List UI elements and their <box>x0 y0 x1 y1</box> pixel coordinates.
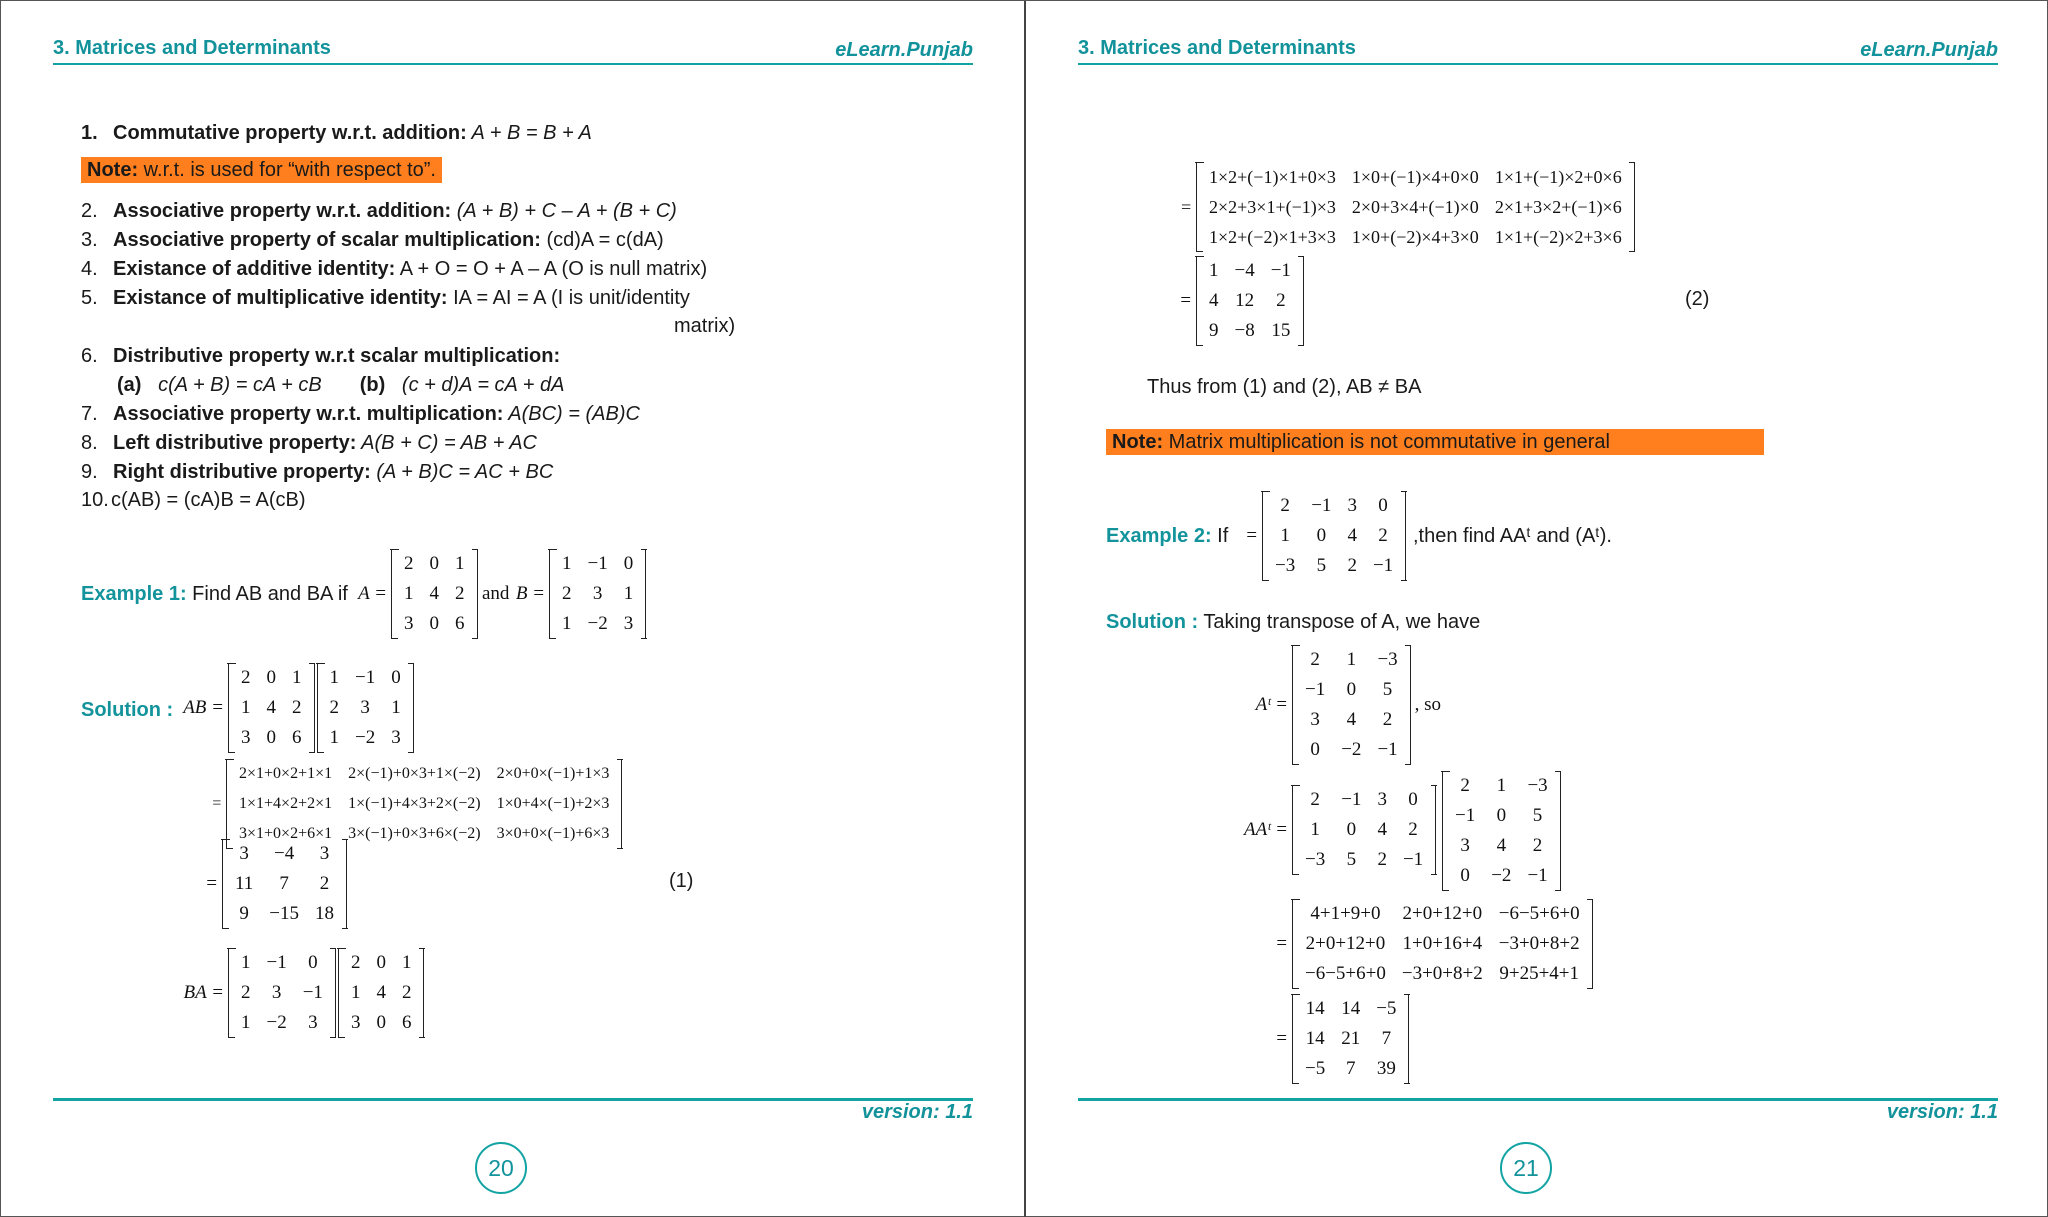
matrix-row <box>396 579 473 609</box>
conclusion-text: Thus from (1) and (2), AB ≠ BA <box>1147 376 1422 398</box>
matrix-row <box>227 839 342 869</box>
matrix-entry: −1 <box>1305 679 1326 700</box>
page-20 <box>1 1 1024 1217</box>
aat-expansion: = 4+1+9+0 2+0+12+0 −6−5+6+0 2+0+12+0 1+0+16+4 −3+0+8+2 −6−5+6+0 −3+0+8+2 9+25+4+1 <box>1292 899 1593 989</box>
matrix-entry: 1 <box>562 553 572 574</box>
matrix-entry: 1 <box>241 952 251 973</box>
matrix-entry: 2+0+12+0 <box>1402 903 1483 924</box>
matrix-entry: 2 <box>562 583 572 604</box>
matrix-entry: 3×0+0×(−1)+6×3 <box>496 825 610 842</box>
matrix-entry: −1 <box>1455 805 1476 826</box>
example-2-text: Example 2: If <box>1106 525 1229 547</box>
matrix-entry: 9 <box>1209 320 1219 341</box>
matrix-row <box>1267 491 1401 521</box>
matrix-entry: 3 <box>241 727 251 748</box>
matrix-entry: 5 <box>1532 805 1543 826</box>
matrix-entry: 0 <box>266 727 276 748</box>
example-1-text: Example 1: Find AB and BA if <box>81 583 348 605</box>
matrix-entry: 2×(−1)+0×3+1×(−2) <box>348 765 481 782</box>
matrix-entry: 2 <box>1408 819 1418 840</box>
matrix-entry: 3 <box>623 613 634 634</box>
matrix-entry: 1+0+16+4 <box>1402 933 1483 954</box>
matrix-entry: −5 <box>1376 998 1397 1019</box>
matrix-entry: −3 <box>1377 649 1398 670</box>
version-label: version: 1.1 <box>1886 1101 1998 1123</box>
page-header <box>53 37 973 65</box>
matrix-entry: 3 <box>1460 835 1470 856</box>
matrix-row <box>1267 551 1401 581</box>
matrix-entry: 1 <box>1310 819 1320 840</box>
page-header <box>1078 37 1998 65</box>
matrix-entry: 2 <box>1378 525 1388 546</box>
matrix-entry: −1 <box>1270 260 1291 281</box>
matrix-entry: −1 <box>302 982 323 1003</box>
matrix-a-4col: = 2 −1 3 0 1 0 4 2 −3 5 2 −1 <box>1262 491 1406 581</box>
matrix-entry: 6 <box>401 1012 412 1033</box>
matrix-row <box>396 609 473 639</box>
matrix-entry: 3 <box>1377 789 1387 810</box>
matrix-entry: −3 <box>1305 849 1326 870</box>
matrix-entry: 4 <box>429 583 439 604</box>
matrix-entry: 2 <box>241 982 251 1003</box>
matrix-entry: 3×1+0×2+6×1 <box>239 825 333 842</box>
list-item: 10. c(AB) = (cA)B = A(cB) <box>81 489 306 511</box>
matrix-entry: 1 <box>391 697 401 718</box>
aat-product: AAᵗ = 2 −1 3 0 1 0 4 2 −3 5 2 −1 <box>1292 785 1436 875</box>
matrix-entry: 2 <box>404 553 414 574</box>
matrix-entry: 18 <box>315 903 335 924</box>
matrix-entry: 9+25+4+1 <box>1499 963 1580 984</box>
matrix-row <box>1297 845 1431 875</box>
matrix-entry: 4 <box>1209 290 1219 311</box>
matrix-row <box>1447 801 1556 831</box>
matrix-entry: 0 <box>391 667 401 688</box>
matrix-entry: 14 <box>1341 998 1361 1019</box>
matrix-row <box>343 1008 420 1038</box>
matrix-row <box>227 899 342 929</box>
matrix-entry: 3 <box>319 843 330 864</box>
matrix-entry: 21 <box>1341 1028 1361 1049</box>
matrix-entry: 1 <box>1280 525 1290 546</box>
matrix-entry: −1 <box>1311 495 1332 516</box>
note-box <box>81 157 442 183</box>
matrix-entry: −3 <box>1275 555 1296 576</box>
matrix-entry: 7 <box>279 873 289 894</box>
matrix-entry: 1×2+(−1)×1+0×3 <box>1209 167 1336 187</box>
matrix-entry: −6−5+6+0 <box>1498 903 1580 924</box>
matrix-entry: 4 <box>1347 525 1357 546</box>
matrix-row <box>1201 256 1299 286</box>
matrix-entry: 3×(−1)+0×3+6×(−2) <box>348 825 481 842</box>
solution-text: Solution : Taking transpose of A, we have <box>1106 611 1481 633</box>
matrix-row <box>231 789 617 819</box>
matrix-entry: 0 <box>1408 789 1418 810</box>
matrix-table <box>1297 899 1588 989</box>
matrix-entry: 2 <box>1382 709 1393 730</box>
matrix-entry: −15 <box>269 903 300 924</box>
matrix-entry: 2 <box>1280 495 1290 516</box>
matrix-table <box>396 549 473 639</box>
list-item: 5. Existance of multiplicative identity: IA = AI = A (I is unit/identity <box>81 287 690 309</box>
matrix-row <box>1297 1054 1404 1084</box>
matrix-entry: 3 <box>592 583 603 604</box>
matrix-row <box>343 948 420 978</box>
note-text: w.r.t. is used for “with respect to”. <box>138 159 436 181</box>
matrix-row <box>1297 705 1406 735</box>
matrix-entry: −1 <box>355 667 376 688</box>
matrix-entry: −2 <box>1491 865 1512 886</box>
matrix-entry: 0 <box>1346 819 1357 840</box>
matrix-row <box>233 1008 331 1038</box>
matrix-entry: 1 <box>1346 649 1357 670</box>
matrix-entry: −3 <box>1527 775 1548 796</box>
matrix-entry: 2 <box>319 873 330 894</box>
chapter-title: 3. Matrices and Determinants <box>1078 37 1356 59</box>
matrix-entry: 2×2+3×1+(−1)×3 <box>1209 197 1336 217</box>
matrix-row <box>1297 959 1588 989</box>
matrix-entry: 3 <box>391 727 401 748</box>
matrix-entry: −2 <box>266 1012 287 1033</box>
matrix-entry: 4+1+9+0 <box>1310 903 1381 924</box>
matrix-row <box>554 579 641 609</box>
matrix-row <box>322 723 409 753</box>
solution-label: Solution : <box>81 699 174 721</box>
matrix-entry: 4 <box>1496 835 1507 856</box>
matrix-entry: −1 <box>1527 865 1548 886</box>
matrix-entry: 2×0+0×(−1)+1×3 <box>496 765 610 782</box>
matrix-entry: 1×1+4×2+2×1 <box>239 795 333 812</box>
note-label: Note: <box>87 159 139 181</box>
matrix-entry: −1 <box>1402 849 1424 870</box>
matrix-entry: 12 <box>1235 290 1255 311</box>
matrix-entry: 2 <box>1377 849 1387 870</box>
matrix-entry: 1 <box>404 583 414 604</box>
matrix-entry: 1 <box>292 667 302 688</box>
matrix-entry: 2 <box>1460 775 1470 796</box>
matrix-entry: 0 <box>623 553 634 574</box>
matrix-table <box>1447 771 1556 891</box>
matrix-entry: 3 <box>239 843 249 864</box>
matrix-table <box>1297 785 1431 875</box>
page-number: 21 <box>1500 1142 1552 1194</box>
matrix-table <box>227 839 342 929</box>
matrix-entry: 1 <box>329 667 339 688</box>
matrix-entry: 2 <box>1276 290 1286 311</box>
a-transpose: Aᵗ = 2 1 −3 −1 0 5 3 4 2 0 −2 −1 , so <box>1292 645 1411 765</box>
matrix-entry: −6−5+6+0 <box>1305 963 1386 984</box>
matrix-entry: 4 <box>266 697 276 718</box>
list-item: 1. Commutative property w.r.t. addition: A + B = B + A <box>81 122 592 144</box>
matrix-row <box>233 948 331 978</box>
list-item-continuation: matrix) <box>674 315 736 337</box>
matrix-entry: 39 <box>1376 1058 1396 1079</box>
brand-name: eLearn.Punjab <box>835 39 973 61</box>
matrix-table <box>1201 162 1630 252</box>
matrix-row <box>233 693 310 723</box>
matrix-row <box>1201 286 1299 316</box>
matrix-row <box>1297 899 1588 929</box>
matrix-table <box>233 948 331 1038</box>
matrix-table <box>322 663 409 753</box>
matrix-entry: 3 <box>1347 495 1357 516</box>
matrix-entry: 0 <box>1378 495 1388 516</box>
ab-product: AB = 2 0 1 1 4 2 3 0 6 1 −1 0 2 3 1 1 −2 3 <box>228 663 414 753</box>
version-label: version: 1.1 <box>861 1101 973 1123</box>
matrix-row <box>1447 831 1556 861</box>
matrix-row <box>1297 735 1406 765</box>
matrix-table <box>231 759 617 849</box>
matrix-entry: 2 <box>1310 789 1320 810</box>
matrix-row <box>233 978 331 1008</box>
list-item: 6. Distributive property w.r.t scalar multiplication: <box>81 345 561 367</box>
matrix-entry: 2 <box>292 697 302 718</box>
matrix-row <box>1201 192 1630 222</box>
matrix-row <box>1297 929 1588 959</box>
brand-name: eLearn.Punjab <box>1860 39 1998 61</box>
note-box <box>1106 429 1764 455</box>
list-item: 3. Associative property of scalar multiplication: (cd)A = c(dA) <box>81 229 664 251</box>
matrix-entry: 0 <box>1460 865 1470 886</box>
matrix-entry: 1×1+(−1)×2+0×6 <box>1494 167 1622 187</box>
matrix-entry: 1×0+(−2)×4+3×0 <box>1351 227 1479 247</box>
matrix-entry: 2+0+12+0 <box>1305 933 1386 954</box>
matrix-row <box>233 663 310 693</box>
matrix-entry: −4 <box>1234 260 1255 281</box>
list-item: 8. Left distributive property: A(B + C) = AB + AC <box>81 432 537 454</box>
matrix-entry: 0 <box>376 952 386 973</box>
list-subitems: (a) c(A + B) = cA + cB (b) (c + d)A = cA + dA <box>117 374 565 396</box>
matrix-entry: 0 <box>1310 739 1320 760</box>
matrix-row <box>396 549 473 579</box>
matrix-entry: 5 <box>1382 679 1393 700</box>
matrix-row <box>1447 771 1556 801</box>
matrix-entry: 1 <box>562 613 572 634</box>
matrix-entry: 11 <box>235 873 254 894</box>
list-item: 9. Right distributive property: (A + B)C = AC + BC <box>81 461 554 483</box>
matrix-entry: 1 <box>401 952 412 973</box>
matrix-entry: 7 <box>1381 1028 1392 1049</box>
matrix-entry: 1×(−1)+4×3+2×(−2) <box>348 795 481 812</box>
matrix-entry: −2 <box>1341 739 1362 760</box>
matrix-entry: −8 <box>1234 320 1255 341</box>
matrix-entry: 2×1+0×2+1×1 <box>239 765 333 782</box>
matrix-entry: 1 <box>329 727 339 748</box>
matrix-row <box>1267 521 1401 551</box>
ab-expansion: = 2×1+0×2+1×1 2×(−1)+0×3+1×(−2) 2×0+0×(−1)+1×3 1×1+4×2+2×1 1×(−1)+4×3+2×(−2) 1×0+4×(−1)+2×3 3×1+0×2+6×1 3×(−1)+0×3+6×(−2) 3×0+0×(−1)+6×3 <box>226 759 622 849</box>
equation-number-1: (1) <box>669 870 694 892</box>
matrix-entry: 1×0+4×(−1)+2×3 <box>496 795 610 812</box>
matrix-entry: 7 <box>1345 1058 1356 1079</box>
matrix-entry: −1 <box>587 553 608 574</box>
matrix-entry: 14 <box>1305 998 1325 1019</box>
matrix-entry: 1 <box>350 982 361 1003</box>
matrix-row <box>1201 162 1630 192</box>
page-21 <box>1026 1 2048 1217</box>
list-item: 7. Associative property w.r.t. multiplication: A(BC) = (AB)C <box>81 403 640 425</box>
list-item: 4. Existance of additive identity: A + O = O + A – A (O is null matrix) <box>81 258 708 280</box>
matrix-row <box>227 869 342 899</box>
matrix-row <box>1297 785 1431 815</box>
matrix-entry: 1 <box>455 553 465 574</box>
matrix-table <box>343 948 420 1038</box>
matrix-entry: 2×1+3×2+(−1)×6 <box>1494 197 1622 217</box>
matrix-row <box>1297 675 1406 705</box>
matrix-entry: 3 <box>1310 709 1320 730</box>
matrix-entry: 1 <box>1496 775 1507 796</box>
matrix-table <box>1267 491 1401 581</box>
matrix-entry: 5 <box>1346 849 1357 870</box>
matrix-entry: 2 <box>1532 835 1543 856</box>
and-text: and <box>482 583 510 604</box>
matrix-row <box>1297 815 1431 845</box>
matrix-entry: −1 <box>266 952 287 973</box>
matrix-entry: −1 <box>1377 739 1398 760</box>
matrix-row <box>1201 316 1299 346</box>
matrix-entry: 0 <box>1316 525 1327 546</box>
matrix-entry: 2 <box>1347 555 1357 576</box>
matrix-row <box>343 978 420 1008</box>
matrix-entry: 0 <box>266 667 276 688</box>
ba-product: BA = 1 −1 0 2 3 −1 1 −2 3 2 0 1 1 4 2 3 0 6 <box>228 948 424 1038</box>
matrix-row <box>554 609 641 639</box>
matrix-row <box>1297 645 1406 675</box>
matrix-entry: 15 <box>1271 320 1291 341</box>
matrix-row <box>322 693 409 723</box>
matrix-row <box>1297 994 1404 1024</box>
matrix-entry: 4 <box>1346 709 1357 730</box>
matrix-entry: 6 <box>455 613 465 634</box>
matrix-entry: 4 <box>376 982 386 1003</box>
matrix-row <box>554 549 641 579</box>
matrix-table <box>1297 645 1406 765</box>
matrix-entry: 0 <box>1496 805 1507 826</box>
chapter-title: 3. Matrices and Determinants <box>53 37 331 59</box>
ab-result: = 3 −4 3 11 7 2 9 −15 18 <box>222 839 347 929</box>
matrix-entry: 6 <box>292 727 302 748</box>
matrix-entry: 2 <box>401 982 412 1003</box>
matrix-entry: −1 <box>1341 789 1362 810</box>
matrix-entry: −3+0+8+2 <box>1401 963 1483 984</box>
matrix-entry: 0 <box>308 952 318 973</box>
page-number: 20 <box>475 1142 527 1194</box>
matrix-entry: 2 <box>350 952 361 973</box>
matrix-entry: 1 <box>241 1012 251 1033</box>
matrix-row <box>231 759 617 789</box>
matrix-entry: −3+0+8+2 <box>1498 933 1580 954</box>
matrix-table <box>554 549 641 639</box>
matrix-entry: −4 <box>274 843 295 864</box>
note-text: Matrix multiplication is not commutative in general <box>1163 431 1610 453</box>
matrix-entry: 0 <box>429 613 439 634</box>
matrix-row <box>322 663 409 693</box>
matrix-table <box>1201 256 1299 346</box>
matrix-entry: 5 <box>1316 555 1327 576</box>
matrix-entry: 3 <box>350 1012 361 1033</box>
matrix-row <box>1201 222 1630 252</box>
matrix-row <box>1297 1024 1404 1054</box>
matrix-entry: −2 <box>587 613 608 634</box>
matrix-entry: 1×2+(−2)×1+3×3 <box>1209 227 1336 247</box>
matrix-row <box>233 723 310 753</box>
matrix-entry: 9 <box>239 903 249 924</box>
matrix-entry: 1×0+(−1)×4+0×0 <box>1351 167 1479 187</box>
matrix-entry: 3 <box>404 613 414 634</box>
ba-expansion: = 1×2+(−1)×1+0×3 1×0+(−1)×4+0×0 1×1+(−1)×2+0×6 2×2+3×1+(−1)×3 2×0+3×4+(−1)×0 2×1+3×2+(−1)×6 1×2+(−2)×1+3×3 1×0+(−2)×4+3×0 1×1+(−2)×2+3×6 <box>1196 162 1635 252</box>
matrix-entry: 0 <box>429 553 439 574</box>
list-item: 2. Associative property w.r.t. addition: (A + B) + C – A + (B + C) <box>81 200 677 222</box>
matrix-b: B = 1 −1 0 2 3 1 1 −2 3 <box>549 549 646 639</box>
matrix-table <box>1297 994 1404 1084</box>
matrix-entry: 0 <box>376 1012 386 1033</box>
matrix-entry: 1 <box>623 583 634 604</box>
matrix-entry: 0 <box>1346 679 1357 700</box>
matrix-entry: 3 <box>308 1012 318 1033</box>
matrix-entry: 3 <box>360 697 370 718</box>
matrix-entry: −2 <box>355 727 376 748</box>
matrix-entry: 14 <box>1305 1028 1325 1049</box>
equation-number-2: (2) <box>1685 288 1710 310</box>
matrix-entry: 2 <box>241 667 251 688</box>
matrix-entry: 1×1+(−2)×2+3×6 <box>1494 227 1622 247</box>
matrix-entry: 2 <box>455 583 465 604</box>
matrix-entry: −5 <box>1305 1058 1326 1079</box>
matrix-entry: 1 <box>1209 260 1219 281</box>
a-transpose-factor <box>1442 771 1561 891</box>
matrix-entry: 2 <box>1310 649 1320 670</box>
footer-rule <box>53 1098 973 1101</box>
note-label: Note: <box>1112 431 1164 453</box>
matrix-entry: −1 <box>1372 555 1394 576</box>
matrix-entry: 3 <box>271 982 282 1003</box>
example-2-question: ,then find AAᵗ and (Aᵗ). <box>1413 525 1612 547</box>
footer-rule <box>1078 1098 1998 1101</box>
matrix-table <box>233 663 310 753</box>
matrix-entry: 4 <box>1377 819 1387 840</box>
matrix-a: A = 2 0 1 1 4 2 3 0 6 <box>391 549 478 639</box>
matrix-entry: 2 <box>329 697 339 718</box>
matrix-row <box>1447 861 1556 891</box>
matrix-entry: 1 <box>241 697 251 718</box>
matrix-entry: 2×0+3×4+(−1)×0 <box>1351 197 1479 217</box>
ba-result: = 1 −4 −1 4 12 2 9 −8 15 <box>1196 256 1304 346</box>
aat-result: = 14 14 −5 14 21 7 −5 7 39 <box>1292 994 1409 1084</box>
